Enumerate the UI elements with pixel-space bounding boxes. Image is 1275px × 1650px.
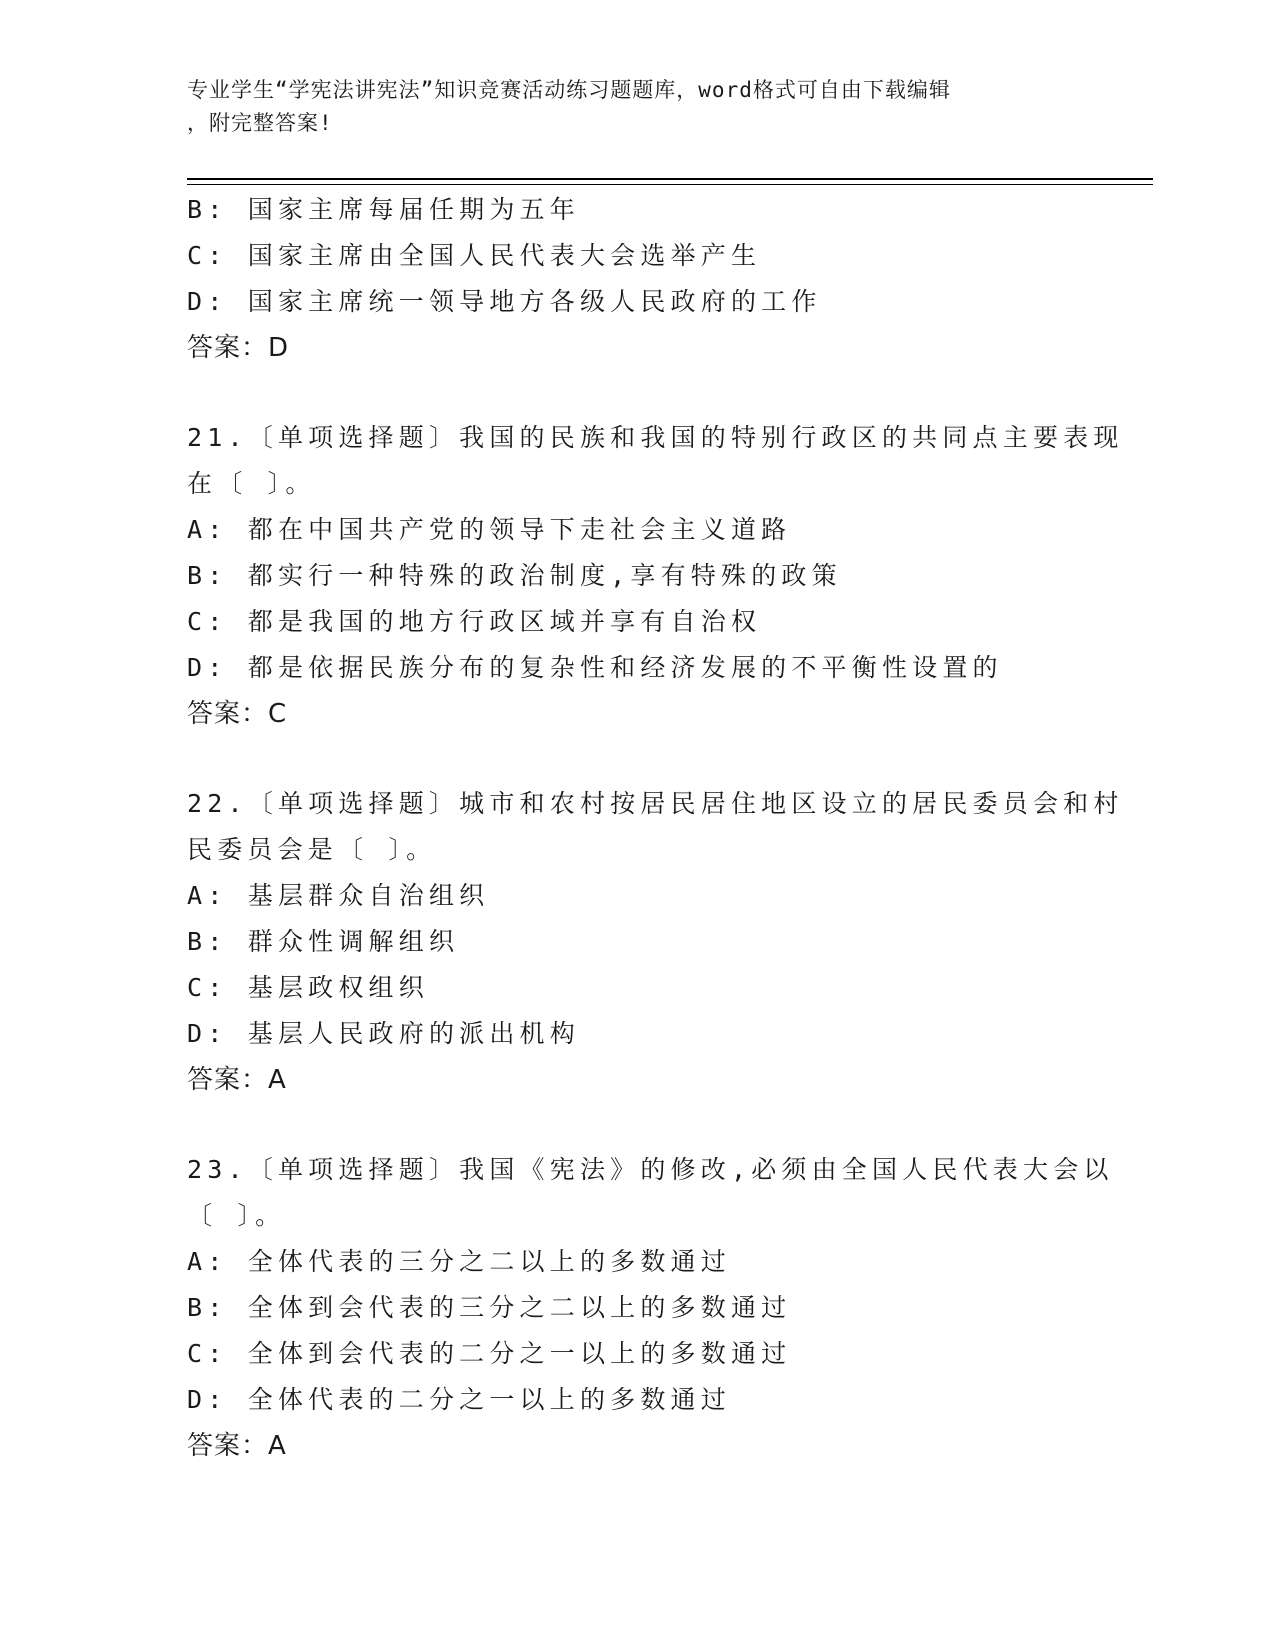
option-b: B: 都实行一种特殊的政治制度,享有特殊的政策 bbox=[187, 561, 842, 590]
question-stem-line-1: 22.〔单项选择题〕城市和农村按居民居住地区设立的居民委员会和村 bbox=[187, 789, 1124, 818]
answer-line: 答案：A bbox=[187, 1431, 287, 1461]
spacer bbox=[187, 737, 1087, 781]
question-stem-line-2: 在〔 〕。 bbox=[187, 469, 316, 498]
option-a: A: 基层群众自治组织 bbox=[187, 881, 490, 910]
question-block-21 bbox=[187, 415, 1124, 737]
option-b: B: 全体到会代表的三分之二以上的多数通过 bbox=[187, 1293, 792, 1322]
option-d: D: 基层人民政府的派出机构 bbox=[187, 1019, 580, 1048]
question-stem-line-1: 21.〔单项选择题〕我国的民族和我国的特别行政区的共同点主要表现 bbox=[187, 423, 1124, 452]
option-a: A: 全体代表的三分之二以上的多数通过 bbox=[187, 1247, 731, 1276]
question-block-23 bbox=[187, 1147, 1114, 1469]
answer-line: 答案：C bbox=[187, 699, 288, 729]
option-b: B: 国家主席每届任期为五年 bbox=[187, 195, 580, 224]
option-c: C: 都是我国的地方行政区域并享有自治权 bbox=[187, 607, 762, 636]
question-stem-line-2: 民委员会是〔 〕。 bbox=[187, 835, 437, 864]
question-stem-line-2: 〔 〕。 bbox=[187, 1201, 286, 1230]
option-c: C: 全体到会代表的二分之一以上的多数通过 bbox=[187, 1339, 792, 1368]
option-d: D: 全体代表的二分之一以上的多数通过 bbox=[187, 1385, 731, 1414]
option-b: B: 群众性调解组织 bbox=[187, 927, 460, 956]
header-line-1: 专业学生“学宪法讲宪法”知识竞赛活动练习题题库，word格式可自由下载编辑 bbox=[187, 78, 951, 102]
header-line-2: ，附完整答案! bbox=[187, 111, 333, 135]
option-d: D: 都是依据民族分布的复杂性和经济发展的不平衡性设置的 bbox=[187, 653, 1003, 682]
header-rule-thick bbox=[187, 178, 1153, 180]
question-content bbox=[187, 187, 1124, 1469]
question-stem-line-1: 23.〔单项选择题〕我国《宪法》的修改,必须由全国人民代表大会以 bbox=[187, 1155, 1114, 1184]
document-header bbox=[187, 74, 1067, 140]
option-a: A: 都在中国共产党的领导下走社会主义道路 bbox=[187, 515, 792, 544]
option-c: C: 国家主席由全国人民代表大会选举产生 bbox=[187, 241, 762, 270]
spacer bbox=[187, 371, 1087, 415]
spacer bbox=[187, 1103, 1087, 1147]
option-d: D: 国家主席统一领导地方各级人民政府的工作 bbox=[187, 287, 822, 316]
answer-line: 答案：D bbox=[187, 333, 290, 363]
option-c: C: 基层政权组织 bbox=[187, 973, 429, 1002]
header-rule-thin bbox=[187, 184, 1153, 185]
question-block-prev bbox=[187, 187, 1087, 371]
question-block-22 bbox=[187, 781, 1124, 1103]
answer-line: 答案：A bbox=[187, 1065, 287, 1095]
